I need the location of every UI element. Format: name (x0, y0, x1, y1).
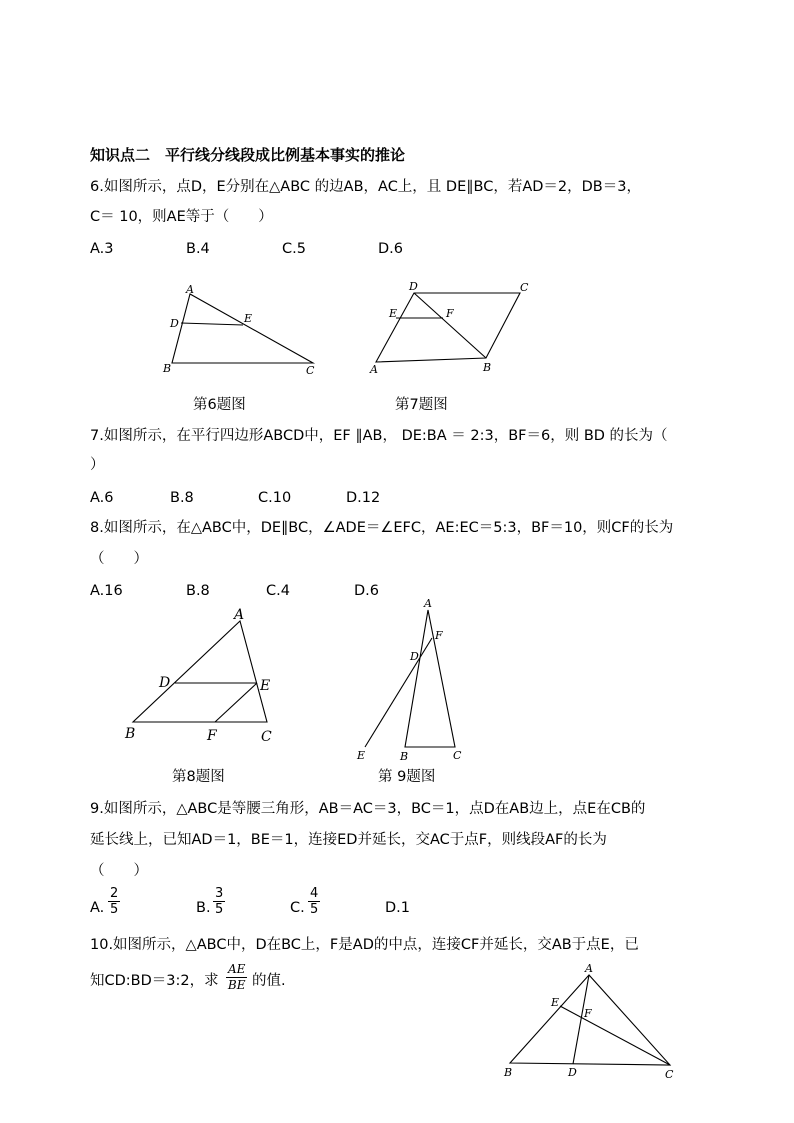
q8-label-a: A (234, 607, 245, 623)
q6-label-c: C (306, 364, 315, 377)
q6-label-a: A (186, 283, 194, 296)
q7-option-d: D.12 (346, 490, 381, 506)
q9-label-d: D (410, 650, 419, 663)
q8-label-e: E (260, 678, 271, 694)
q9-label-b: B (400, 750, 409, 763)
q6-option-c: C.5 (282, 241, 306, 257)
q9-caption: 第 9题图 (378, 769, 436, 785)
q6-segment-de (181, 323, 243, 325)
q6-option-d: D.6 (378, 241, 403, 257)
q7-parallelogram-abcd (376, 293, 520, 362)
q8-caption: 第8题图 (172, 769, 225, 785)
q9-label-c: C (453, 749, 462, 762)
q8-segment-ef (215, 683, 257, 722)
q10-text-line1: 10.如图所示，△ABC中，D在BC上，F是AD的中点，连接CF并延长，交AB于点E，已 (90, 937, 639, 953)
q10-segment-ce (560, 1006, 670, 1065)
q10-label-b: B (504, 1066, 513, 1079)
q9-option-b-prefix: B. (196, 900, 211, 916)
q6-label-e: E (244, 312, 253, 325)
q7-label-b: B (483, 361, 492, 374)
q6-option-a: A.3 (90, 241, 114, 257)
q9-option-a-prefix: A. (90, 900, 105, 916)
q8-label-f: F (207, 728, 217, 744)
q6-triangle-abc (172, 294, 313, 363)
q9-triangle-abc (405, 610, 455, 747)
q9-option-c-denominator: 5 (310, 902, 319, 917)
q9-option-a-fraction (108, 886, 120, 917)
q9-label-a: A (424, 597, 432, 610)
q10-label-e: E (551, 996, 560, 1009)
q10-label-c: C (665, 1068, 674, 1081)
q7-diagonal-bd (414, 293, 486, 358)
q10-triangle-abc (510, 975, 670, 1065)
q7-label-e: E (389, 307, 398, 320)
q8-triangle-abc (133, 621, 267, 722)
q9-label-e: E (357, 749, 366, 762)
q7-option-a: A.6 (90, 490, 114, 506)
q8-text-line2: （ ） (90, 551, 148, 567)
q10-label-f: F (584, 1007, 592, 1020)
q9-segment-ef (365, 638, 432, 747)
q10-fraction-ae-be (226, 962, 247, 993)
q6-label-b: B (163, 362, 172, 375)
q7-label-f: F (446, 307, 454, 320)
q9-option-c-numerator: 4 (310, 886, 319, 901)
q8-option-b: B.8 (186, 583, 210, 599)
q8-option-c: C.4 (266, 583, 290, 599)
q8-option-d: D.6 (354, 583, 379, 599)
q10-segment-ad (573, 975, 589, 1064)
q7-label-d: D (409, 280, 418, 293)
q9-text-line3: （ ） (90, 863, 148, 879)
q6-label-d: D (170, 317, 179, 330)
q9-label-f: F (435, 629, 443, 642)
q7-text-line2: ） (90, 457, 105, 473)
q6-text-line1: 6.如图所示，点D，E分别在△ABC 的边AB，AC上，且 DE∥BC，若AD＝2，DB＝3， (90, 179, 641, 195)
q9-option-d: D.1 (385, 900, 410, 916)
q10-text-line2-prefix: 知CD:BD＝3:2，求 (90, 973, 219, 989)
q9-option-a-numerator: 2 (110, 886, 119, 901)
q10-fraction-denominator: BE (227, 978, 246, 992)
q6-option-b: B.4 (186, 241, 210, 257)
q7-option-c: C.10 (258, 490, 292, 506)
q8-label-d: D (159, 675, 171, 691)
q9-option-a-denominator: 5 (110, 902, 119, 917)
q7-text-line1: 7.如图所示，在平行四边形ABCD中，EF ∥AB， DE:BA ＝ 2:3，BF＝6，则 BD 的长为（ (90, 428, 668, 444)
q8-label-c: C (261, 729, 272, 745)
q7-label-a: A (370, 363, 378, 376)
q10-label-a: A (585, 962, 593, 975)
q9-option-b-denominator: 5 (215, 902, 224, 917)
section-heading: 知识点二 平行线分线段成比例基本事实的推论 (90, 146, 406, 164)
q7-option-b: B.8 (170, 490, 194, 506)
q8-option-a: A.16 (90, 583, 123, 599)
q9-option-c-fraction (308, 886, 320, 917)
q9-text-line2: 延长线上，已知AD＝1，BE＝1，连接ED并延长，交AC于点F，则线段AF的长为 (90, 832, 607, 848)
q10-label-d: D (568, 1066, 577, 1079)
q9-option-c-prefix: C. (290, 900, 305, 916)
q10-fraction-numerator: AE (228, 962, 246, 976)
q7-caption: 第7题图 (395, 397, 448, 413)
q10-text-line2-suffix: 的值. (252, 973, 286, 989)
q8-label-b: B (125, 726, 136, 742)
q7-label-c: C (520, 281, 529, 294)
q6-text-line2: C＝ 10，则AE等于（ ） (90, 209, 273, 225)
q9-option-b-numerator: 3 (215, 886, 224, 901)
q6-caption: 第6题图 (193, 397, 246, 413)
q9-text-line1: 9.如图所示，△ABC是等腰三角形，AB＝AC＝3，BC＝1，点D在AB边上，点E在CB的 (90, 801, 646, 817)
q8-text-line1: 8.如图所示，在△ABC中，DE∥BC，∠ADE＝∠EFC，AE:EC＝5:3，BF＝10，则CF的长为 (90, 520, 674, 536)
q9-option-b-fraction (213, 886, 225, 917)
